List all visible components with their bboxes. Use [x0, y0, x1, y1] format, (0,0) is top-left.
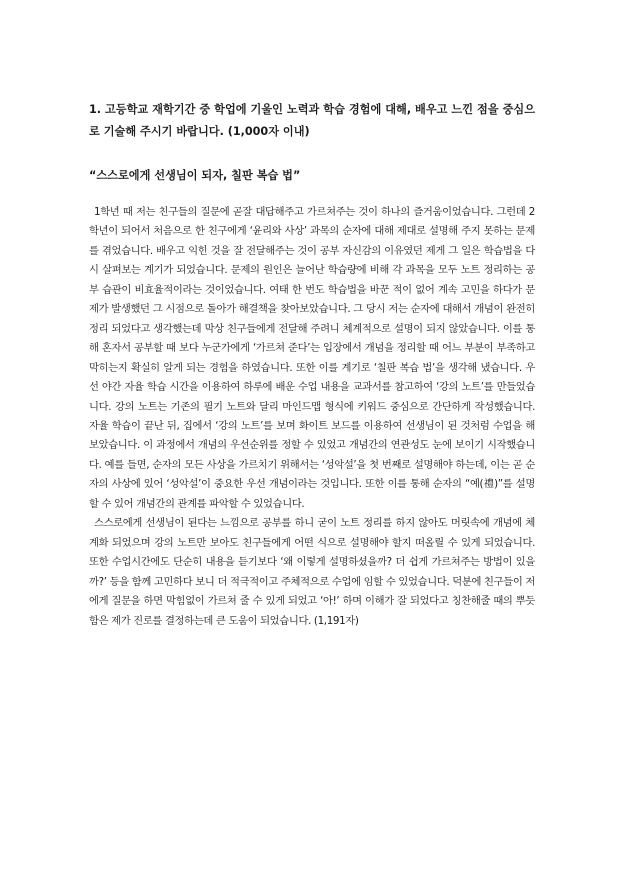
essay-paragraph: 1학년 때 저는 친구들의 질문에 곧잘 대답해주고 가르쳐주는 것이 하나의 즐거움이었습니다. 그런데 2학년이 되어서 처음으로 한 친구에게 ‘윤리와 사상’ 과목의 순자에 대해 제대로 설명해 주지 못하는 문제를 겪었습니다. 배우고 익힌 것을 잘 전달해주는 것이 공부 자신감의 이유였던 제게 그 일은 학습법을 다시 살펴보는 계기가 되었습니다. 문제의 원인은 늘어난 학습량에 비해 각 과목을 모두 노트 정리하는 공부 습관이 비효율적이라는 것이었습니다. 여태 한 번도 학습법을 바꾼 적이 없어 계속 고민을 하다가 문제가 발생했던 그 시점으로 돌아가 해결책을 찾아보았습니다. 그 당시 저는 순자에 대해서 개념이 완전히 정리 되었다고 생각했는데 막상 친구들에게 전달해 주려니 체계적으로 설명이 되지 않았습니다. 이를 통해 혼자서 공부할 때 보다 누군가에게 ‘가르쳐 준다’는 입장에서 개념을 정리할 때 어느 부분이 부족하고 막히는지 확실히 알게 되는 경험을 하였습니다. 또한 이를 계기로 ‘칠판 복습 법’을 생각해 냈습니다. 우선 야간 자율 학습 시간을 이용하여 하루에 배운 수업 내용을 교과서를 참고하여 ‘강의 노트’를 만들었습니다. 강의 노트는 기존의 필기 노트와 달리 마인드맵 형식에 키워드 중심으로 간단하게 작성했습니다. 자율 학습이 끝난 뒤, 집에서 ‘강의 노트’를 보며 화이트 보드를 이용하여 선생님이 된 것처럼 수업을 해보았습니다. 이 과정에서 개념의 우선순위를 정할 수 있었고 개념간의 연관성도 눈에 보이기 시작했습니다. 예를 들면, 순자의 모든 사상을 가르치기 위해서는 ‘성악설’을 첫 번째로 설명해야 하는데, 이는 곧 순자의 사상에 있어 ‘성악설’이 중요한 우선 개념이라는 것입니다. 또한 이를 통해 순자의 “예(禮)”를 설명할 수 있어 개념간의 관계를 파악할 수 있었습니다.	[89, 206, 535, 510]
essay-body	[89, 203, 535, 631]
essay-paragraph: 스스로에게 선생님이 된다는 느낌으로 공부를 하니 굳이 노트 정리를 하지 않아도 머릿속에 개념에 체계화 되었으며 강의 노트만 보아도 친구들에게 어떤 식으로 설명해야 할지 떠올릴 수 있게 되었습니다. 또한 수업시간에도 단순히 내용을 듣기보다 ‘왜 이렇게 설명하셨을까? 더 쉽게 가르쳐주는 방법이 있을까?’ 등을 함께 고민하다 보니 더 적극적이고 주체적으로 수업에 임할 수 있었습니다. 덕분에 친구들이 저에게 질문을 하면 막힘없이 가르쳐 줄 수 있게 되었고 ‘아!’ 하며 이해가 잘 되었다고 칭찬해줄 때의 뿌듯함은 제가 진로를 결정하는데 큰 도움이 되었습니다. (1,191자)	[89, 517, 535, 627]
document-content	[89, 99, 535, 631]
essay-question: 1. 고등학교 재학기간 중 학업에 기울인 노력과 학습 경험에 대해, 배우고 느낀 점을 중심으로 기술해 주시기 바랍니다. (1,000자 이내)	[89, 103, 535, 138]
essay-title: “스스로에게 선생님이 되자, 칠판 복습 법”	[89, 169, 301, 182]
